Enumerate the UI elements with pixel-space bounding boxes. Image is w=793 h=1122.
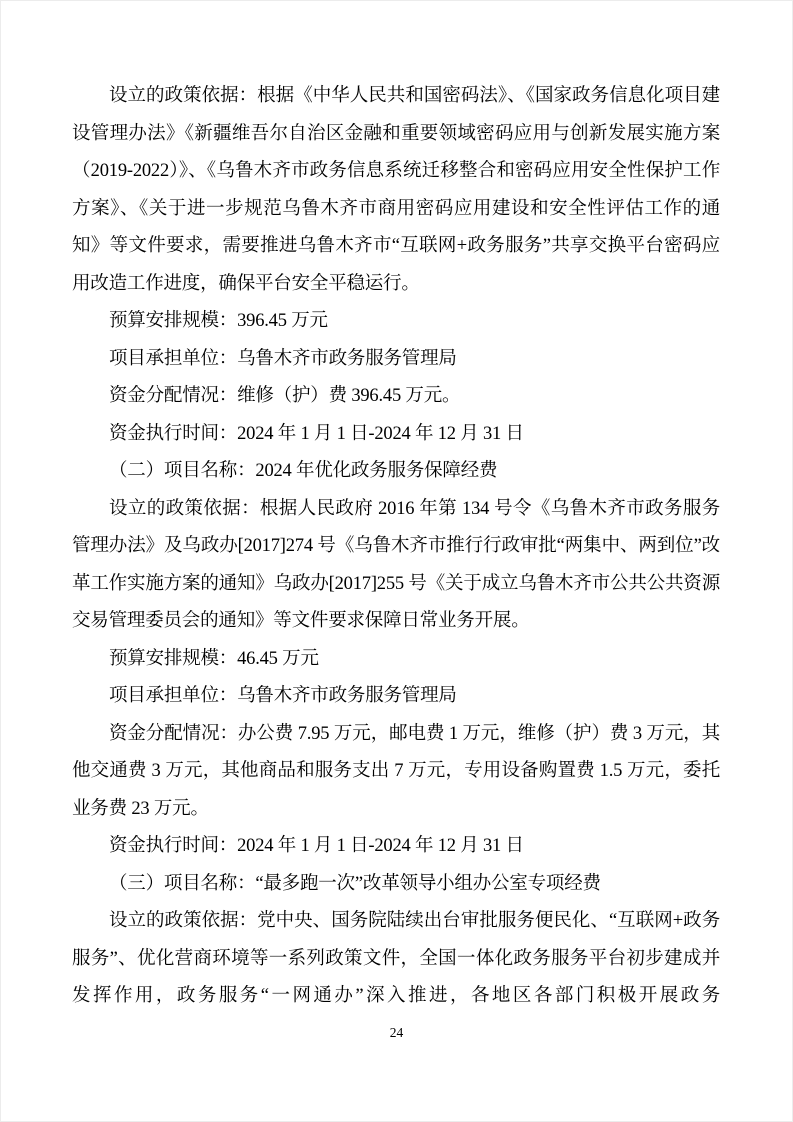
doc-paragraph-execution-period: 资金执行时间：2024 年 1 月 1 日-2024 年 12 月 31 日 (109, 423, 524, 444)
doc-paragraph-undertaking-unit: 项目承担单位：乌鲁木齐市政务服务管理局 (109, 348, 457, 369)
doc-paragraph: 设立的政策依据：根据《中华人民共和国密码法》、《国家政务信息化项目建设管理办法》《新疆维吾尔自治区金融和重要领域密码应用与创新发展实施方案（2019-2022）》、《乌鲁木齐市政务信息系统迁移整合和密码应用安全性保护工作方案》、《关于进一步规范乌鲁木齐市商用密码应用建设和安全性评估工作的通知》等文件要求，需要推进乌鲁木齐市“互联网+政务服务”共享交换平台密码应用改造工作进度，确保平台安全平稳运行。 (72, 86, 720, 294)
doc-paragraph-undertaking-unit: 项目承担单位：乌鲁木齐市政务服务管理局 (109, 686, 457, 706)
doc-heading-project-2: （二）项目名称：2024 年优化政务服务保障经费 (109, 461, 498, 481)
doc-paragraph: 设立的政策依据：根据人民政府 2016 年第 134 号令《乌鲁木齐市政务服务管理办法》及乌政办[2017]274 号《乌鲁木齐市推行行政审批“两集中、两到位”改革工作实施方案的通知》乌政办[2017]255 号《关于成立乌鲁木齐市公共公共资源交易管理委员会的通知》等文件要求保障日常业务开展。 (72, 498, 720, 631)
doc-paragraph-budget-scale: 预算安排规模：46.45 万元 (109, 648, 319, 669)
doc-paragraph-budget-scale: 预算安排规模：396.45 万元 (109, 311, 328, 331)
doc-paragraph-fund-allocation: 资金分配情况：办公费 7.95 万元，邮电费 1 万元，维修（护）费 3 万元，其他交通费 3 万元，其他商品和服务支出 7 万元，专用设备购置费 1.5 万元，委托业务费 23 万元。 (72, 723, 720, 819)
document-body (72, 78, 720, 1016)
doc-heading-project-3: （三）项目名称：“最多跑一次”改革领导小组办公室专项经费 (109, 873, 601, 894)
doc-paragraph-fund-allocation: 资金分配情况：维修（护）费 396.45 万元。 (109, 386, 461, 406)
doc-paragraph-execution-period: 资金执行时间：2024 年 1 月 1 日-2024 年 12 月 31 日 (109, 836, 524, 856)
page-number: 24 (389, 1025, 404, 1040)
doc-paragraph: 设立的政策依据：党中央、国务院陆续出台审批服务便民化、“互联网+政务服务”、优化营商环境等一系列政策文件，全国一体化政务服务平台初步建成并发挥作用，政务服务“一网通办”深入推进，各地区各部门积极开展政务 (72, 911, 720, 1006)
